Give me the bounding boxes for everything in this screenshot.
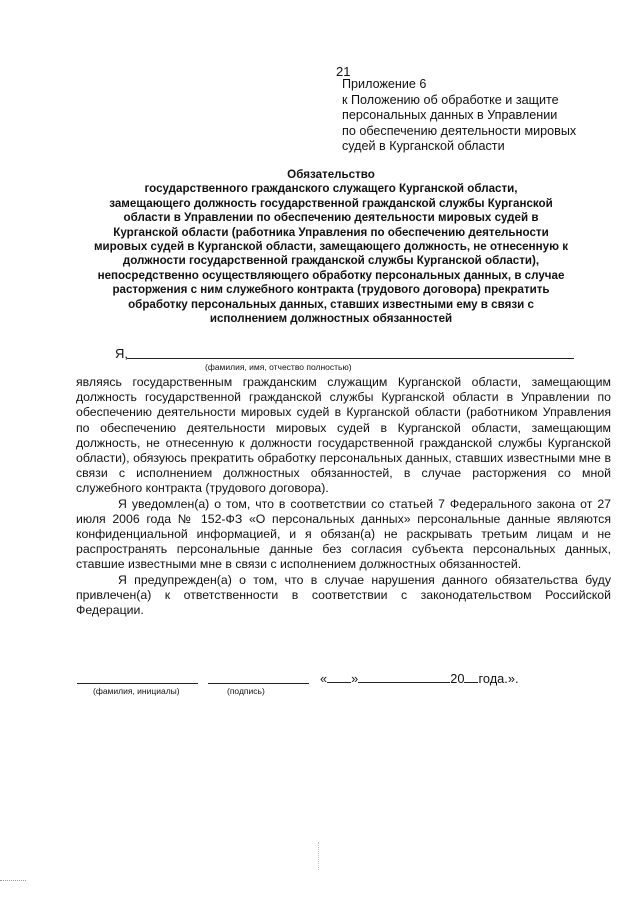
title-line: должности государственной гражданской службы Курганской области), [122,254,540,268]
appendix-line: к Положению об обработке и защите [342,92,559,107]
page-number: 21 [336,64,351,79]
appendix-header [342,77,612,155]
title-line: исполнением должностных обязанностей [209,312,453,326]
year-field[interactable] [464,670,478,683]
full-name-caption: (фамилия, имя, отчество полностью) [205,362,352,372]
appendix-line: Приложение 6 [342,77,427,91]
ya-label: Я, [115,346,128,361]
date-line [320,670,519,686]
day-field[interactable] [327,670,351,683]
full-name-field[interactable] [127,358,574,359]
title-line: непосредственно осуществляющего обработку персональных данных, в случае [97,268,565,282]
appendix-line: по обеспечению деятельности мировых [342,123,577,138]
title-line: области в Управлении по обеспечению деятельности мировых судей в [123,211,539,225]
title-line: расторжения с ним служебного контракта (трудового договора) прекратить [112,283,550,297]
paragraph-3: Я предупрежден(а) о том, что в случае нарушения данного обязательства буду привлечен(а) к ответственности в соответствии с законодательством Российской Федерации. [76,572,611,618]
year-suffix: года.». [478,671,519,686]
signature-field[interactable] [208,683,309,684]
title-line: государственного гражданского служащего Курганской области, [144,182,518,196]
title-line: замещающего должность государственной гражданской службы Курганской [109,196,553,210]
year-prefix: 20 [450,671,465,686]
document-title [70,168,592,326]
appendix-line: судей в Курганской области [342,139,505,154]
title-line: Обязательство [287,168,375,181]
date-open-quote: « [320,671,328,686]
month-field[interactable] [358,670,450,683]
scan-artifact [318,842,320,870]
body-text [76,375,611,618]
paragraph-1: являясь государственным гражданским служащим Курганской области, замещающим должность государственной гражданской службы Курганской области в Управлении по обеспечению деятельности мировых судей в Курганской области (работником Управления по обеспечению деятельности мировых судей в Курганской области, замещающим должность, не отнесенную к должности государственной гражданской службы Курганской области), обязуюсь прекратить обработку персональных данных, ставших известными мне в связи с исполнением должностных обязанностей, в случае расторжения со мной служебного контракта (трудового договора). [76,375,611,496]
surname-initials-caption: (фамилия, инициалы) [93,686,180,696]
title-line: Курганской области (работника Управления по обеспечению деятельности [113,225,549,239]
date-close-quote: » [351,671,359,686]
appendix-line: персональных данных в Управлении [342,108,558,123]
surname-initials-field[interactable] [77,683,198,684]
scan-artifact [0,880,26,881]
paragraph-2: Я уведомлен(а) о том, что в соответствии со статьей 7 Федерального закона от 27 июля 2006 года № 152-ФЗ «О персональных данных» персональные данные являются конфиденциальной информацией, и я обязан(а) не раскрывать третьим лицам и не распространять персональные данные без согласия субъекта персональных данных, ставшие известными мне в связи с исполнением должностных обязанностей. [76,496,611,572]
title-line: обработку персональных данных, ставших известными ему в связи с [128,297,534,311]
title-line: мировых судей в Курганской области, замещающего должность, не отнесенную к [93,240,569,254]
signature-caption: (подпись) [227,686,265,696]
